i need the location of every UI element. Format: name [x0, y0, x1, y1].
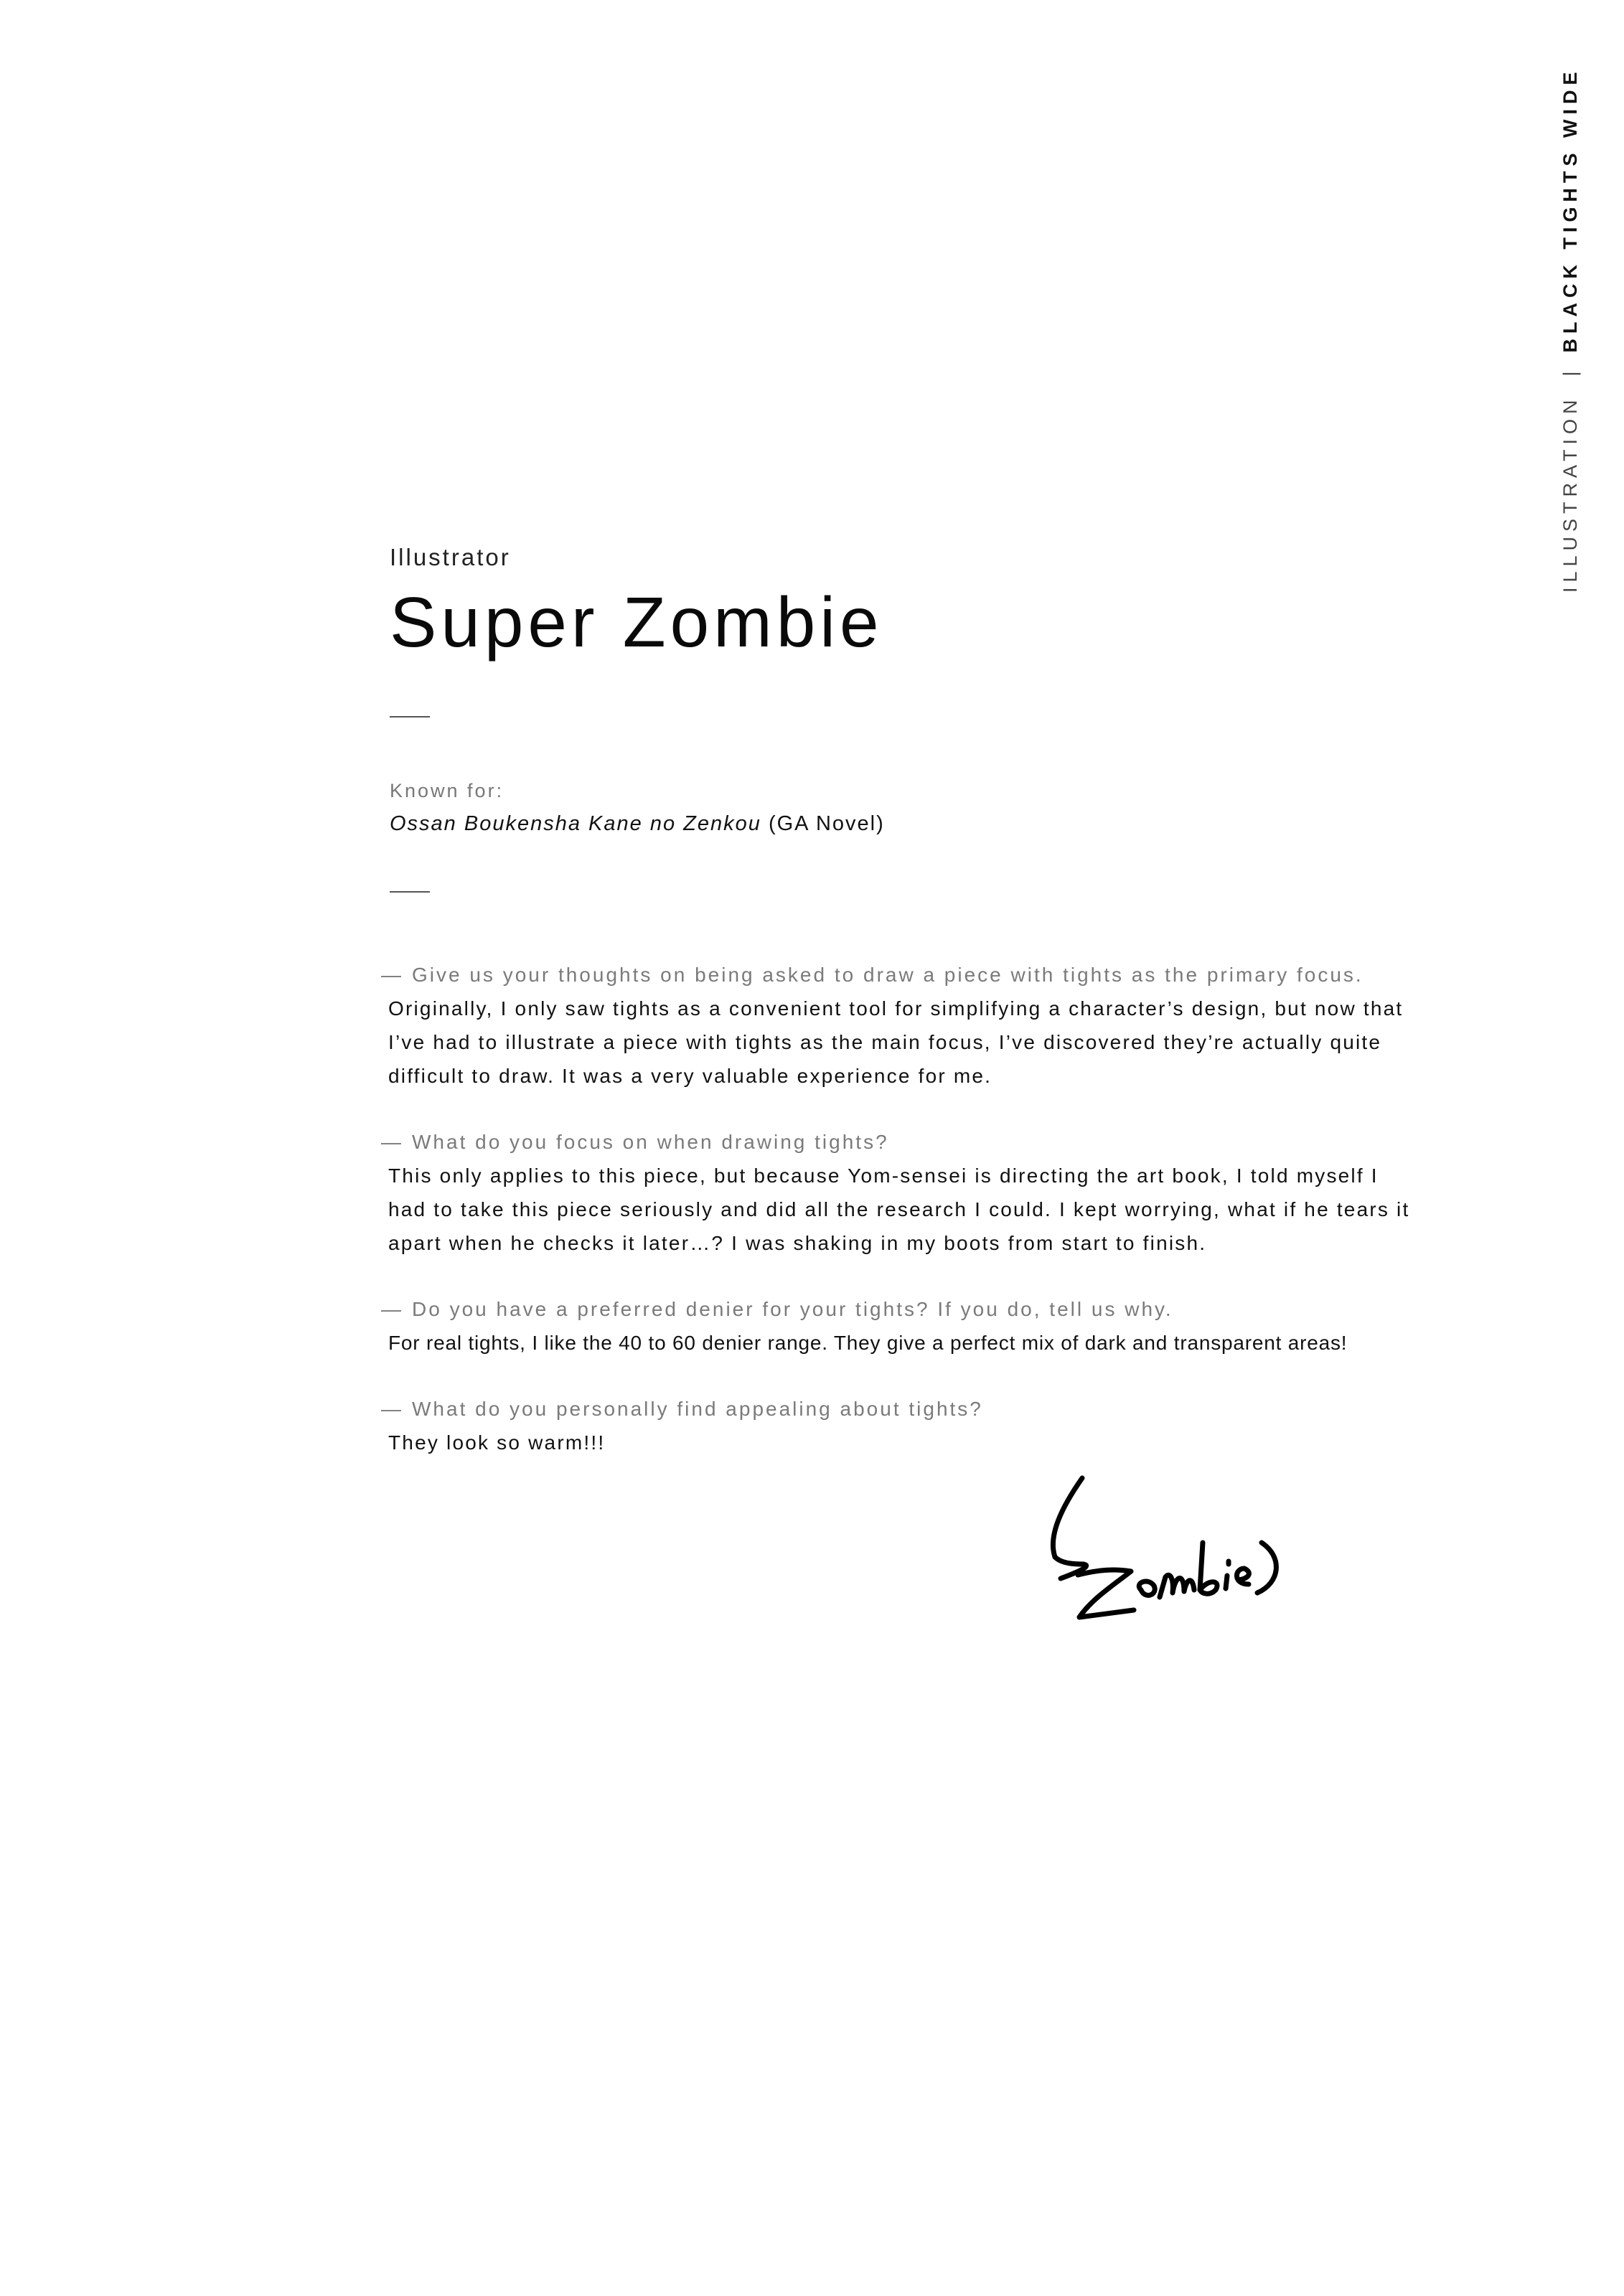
known-for-block — [390, 775, 1416, 841]
interview-question — [381, 1126, 1416, 1159]
question-dash: — — [381, 1131, 403, 1153]
side-section-label — [1556, 47, 1585, 593]
known-for-publisher: (GA Novel) — [768, 812, 885, 835]
side-section-divider: | — [1559, 371, 1581, 377]
known-for-work — [390, 806, 1416, 841]
question-text: Give us your thoughts on being asked to draw a piece with tights as the primary focus. — [412, 964, 1363, 986]
section-divider — [390, 891, 430, 893]
profile-content — [381, 540, 1416, 1492]
interview-question — [381, 1293, 1416, 1326]
interview-item — [381, 1126, 1416, 1260]
question-dash: — — [381, 964, 403, 986]
artist-role: Illustrator — [390, 544, 511, 570]
question-dash: — — [381, 1398, 403, 1420]
known-for-label: Known for: — [390, 780, 504, 801]
interview-answer: This only applies to this piece, but because Yom-sensei is directing the art book, I told myself I had to take this piece seriously and did all the research I could. I kept worrying, what if he tears it apart when he checks it later…? I was shaking in my boots from start to finish. — [388, 1165, 1410, 1254]
interview-question — [381, 1393, 1416, 1426]
interview-list — [381, 959, 1416, 1459]
interview-answer: For real tights, I like the 40 to 60 denier range. They give a perfect mix of dark and transparent areas! — [388, 1332, 1348, 1354]
side-book-title: BLACK TIGHTS WIDE — [1559, 67, 1581, 353]
interview-question — [381, 959, 1416, 992]
artist-name: Super Zombie — [390, 583, 883, 662]
interview-item — [381, 1293, 1416, 1360]
interview-item — [381, 1393, 1416, 1459]
section-divider — [390, 716, 430, 718]
question-dash: — — [381, 1298, 403, 1320]
interview-item — [381, 959, 1416, 1093]
interview-answer: Originally, I only saw tights as a convenient tool for simplifying a character’s design, but now that I’ve had to illustrate a piece with tights as the main focus, I’ve discovered they’re actually quite difficult to draw. It was a very valuable experience for me. — [388, 997, 1404, 1087]
artist-signature — [1033, 1457, 1292, 1629]
question-text: What do you personally find appealing about tights? — [412, 1398, 983, 1420]
known-for-title: Ossan Boukensha Kane no Zenkou — [390, 812, 761, 835]
question-text: What do you focus on when drawing tights? — [412, 1131, 889, 1153]
interview-answer: They look so warm!!! — [388, 1431, 606, 1454]
side-section-name: ILLUSTRATION — [1559, 395, 1581, 593]
question-text: Do you have a preferred denier for your tights? If you do, tell us why. — [412, 1298, 1173, 1320]
